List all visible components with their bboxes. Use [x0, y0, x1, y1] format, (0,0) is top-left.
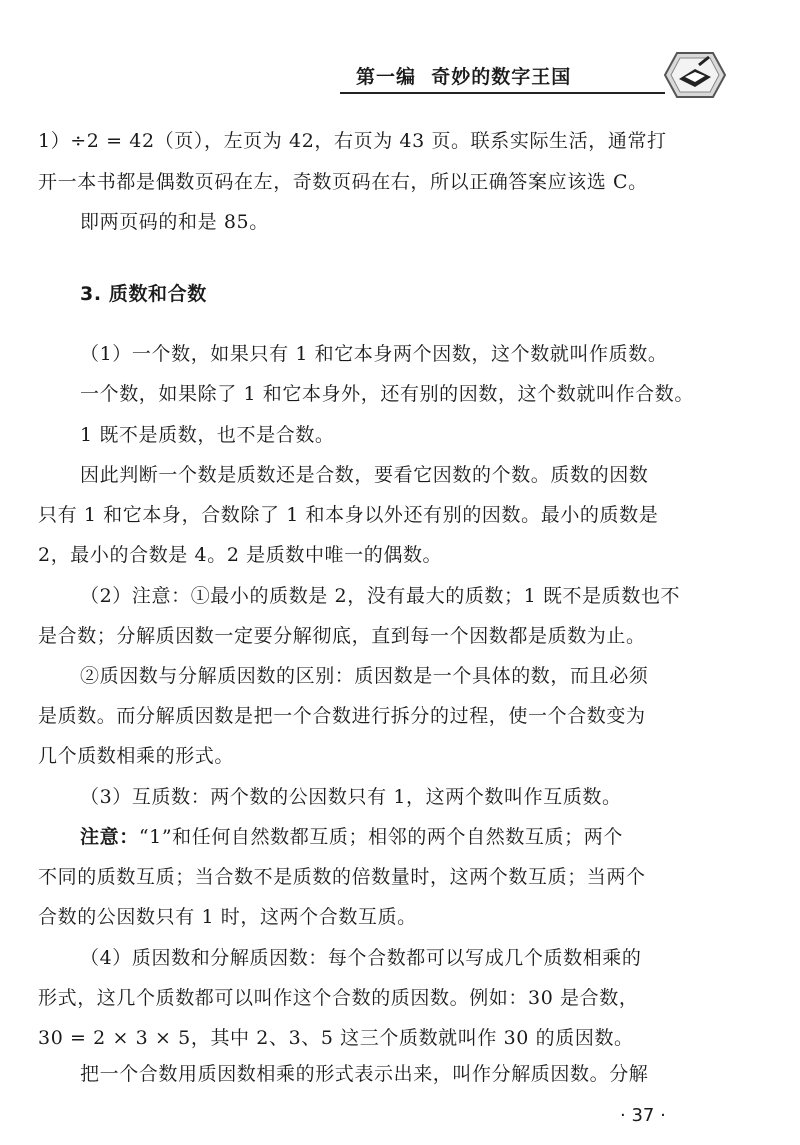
- text-line-8: 只有 1 和它本身，合数除了 1 和本身以外还有别的因数。最小的质数是: [38, 504, 659, 526]
- text-line-20: 形式，这几个质数都可以叫作这个合数的质因数。例如：30 是合数，: [38, 987, 639, 1009]
- text-line-17: 不同的质数互质；当合数不是质数的倍数量时，这两个数互质；当两个: [38, 866, 646, 888]
- text-line-15: （3）互质数：两个数的公因数只有 1，这两个数叫作互质数。: [80, 786, 622, 808]
- text-line-18: 合数的公因数只有 1 时，这两个合数互质。: [38, 906, 417, 928]
- text-line-13: 是质数。而分解质因数是把一个合数进行拆分的过程，使一个合数变为: [38, 705, 646, 727]
- note-label: 注意：: [80, 826, 139, 848]
- header-rule: [340, 92, 665, 94]
- text-line-11: 是合数；分解质因数一定要分解彻底，直到每一个因数都是质数为止。: [38, 625, 646, 647]
- text-line-1: 1）÷2 = 42（页），左页为 42，右页为 43 页。联系实际生活，通常打: [38, 130, 667, 152]
- note-text: “1”和任何自然数都互质；相邻的两个自然数互质；两个: [138, 826, 623, 848]
- text-line-21: 30 = 2 × 3 × 5，其中 2、3、5 这三个质数就叫作 30 的质因数。: [38, 1027, 634, 1049]
- text-line-7: 因此判断一个数是质数还是合数，要看它因数的个数。质数的因数: [80, 464, 649, 486]
- text-line-12: ②质因数与分解质因数的区别：质因数是一个具体的数，而且必须: [80, 665, 649, 687]
- text-line-4: （1）一个数，如果只有 1 和它本身两个因数，这个数就叫作质数。: [80, 343, 668, 365]
- text-line-22: 把一个合数用质因数相乘的形式表示出来，叫作分解质因数。分解: [80, 1063, 649, 1085]
- text-line-10: （2）注意：①最小的质数是 2，没有最大的质数；1 既不是质数也不: [80, 585, 681, 607]
- text-line-5: 一个数，如果除了 1 和它本身外，还有别的因数，这个数就叫作合数。: [80, 383, 694, 405]
- note-line: [80, 825, 623, 849]
- text-line-2: 开一本书都是偶数页码在左，奇数页码在右，所以正确答案应该选 C。: [38, 171, 648, 193]
- book-emblem-icon: [655, 45, 735, 105]
- text-line-3: 即两页码的和是 85。: [80, 211, 269, 233]
- text-line-14: 几个质数相乘的形式。: [38, 745, 235, 767]
- text-line-6: 1 既不是质数，也不是合数。: [80, 424, 335, 446]
- section-title: 3. 质数和合数: [80, 283, 207, 305]
- page-number: · 37 ·: [620, 1105, 666, 1126]
- text-line-9: 2，最小的合数是 4。2 是质数中唯一的偶数。: [38, 544, 443, 566]
- chapter-header-title: 第一编 奇妙的数字王国: [356, 66, 572, 88]
- text-line-19: （4）质因数和分解质因数：每个合数都可以写成几个质数相乘的: [80, 947, 642, 969]
